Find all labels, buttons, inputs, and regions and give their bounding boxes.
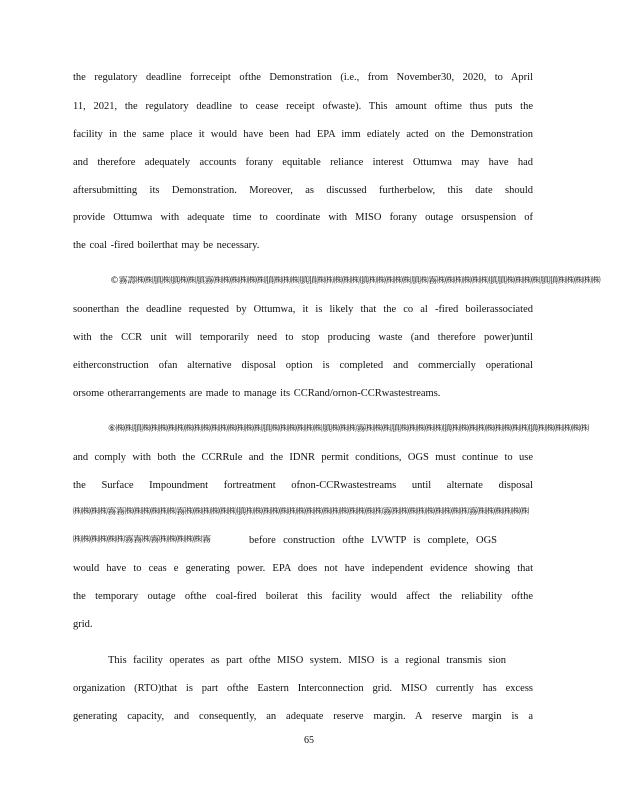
garbled-text-line: ㈱㈱㈱㈱霧霧㈱㈱㈱㈱㈱㈱霧㈱㈱㈱㈱㈱㈱䐜㈱㈱㈱㈱㈱㈱㈱㈱㈱㈱㈱㈱㈱㈱㈱㈱霧㈱㈱㈱㈱㈱㈱㈱㈱㈱霧㈱㈱㈱㈱㈱㈱ bbox=[73, 507, 529, 517]
body-line: orsome otherarrangements are made to manage its CCRand/ornon-CCRwastestreams. bbox=[73, 388, 441, 399]
body-line: and comply with both the CCRRule and the IDNR permit conditions, OGS must continue to use bbox=[73, 452, 533, 463]
body-line: and therefore adequately accounts forany equitable reliance interest Ottumwa may have had bbox=[73, 157, 533, 168]
body-line: the temporary outage ofthe coal-fired boilerat this facility would affect the reliability ofthe bbox=[73, 591, 533, 602]
body-line: the coal -fired boilerthat may be necessary. bbox=[73, 240, 260, 251]
body-line: the regulatory deadline forreceipt ofthe Demonstration (i.e., from November30, 2020, to April bbox=[73, 72, 533, 83]
body-line: eitherconstruction ofan alternative disposal option is completed and commercially operational bbox=[73, 360, 533, 371]
page-number: 65 bbox=[304, 735, 314, 746]
body-line: with the CCR unit will temporarily need to stop producing waste (and therefore power)until bbox=[73, 332, 533, 343]
body-line: facility in the same place it would have been had EPA imm ediately acted on the Demonstration bbox=[73, 129, 533, 140]
body-line: before construction ofthe LVWTP is complete, OGS bbox=[249, 535, 497, 546]
body-line: soonerthan the deadline requested by Ottumwa, it is likely that the co al -fired boilerassociated bbox=[73, 304, 533, 315]
body-line: the Surface Impoundment fortreatment ofnon-CCRwastestreams until alternate disposal bbox=[73, 480, 533, 491]
garbled-text-line: ©霧壽㈱㈱䐜㈱䐜㈱㈱䐜霧㈱㈱㈱㈱㈱㈱䐜㈱㈱㈱䐜䐜㈱㈱㈱㈱㈱䐜㈱㈱㈱㈱㈱䐜㈱霧㈱㈱㈱㈱㈱㈱䐜䐜㈱㈱㈱㈱䐜䐜㈱㈱㈱㈱㈱ bbox=[110, 276, 601, 286]
body-line: organization (RTO)that is part ofthe Eastern Interconnection grid. MISO currently has excess bbox=[73, 683, 533, 694]
body-line: This facility operates as part ofthe MISO system. MISO is a regional transmis sion bbox=[108, 655, 506, 666]
body-line: would have to ceas e generating power. EPA does not have independent evidence showing that bbox=[73, 563, 533, 574]
garbled-text-line: ⑥㈱㈱䐜㈱㈱㈱㈱㈱㈱㈱㈱㈱㈱㈱㈱㈱㈱䐜㈱㈱㈱㈱㈱㈱䐜㈱㈱㈱霧㈱㈱㈱䐜㈱㈱㈱㈱㈱䐜㈱㈱㈱㈱㈱㈱㈱㈱㈱䐜㈱㈱㈱㈱㈱㈱ bbox=[108, 424, 589, 434]
body-line: provide Ottumwa with adequate time to coordinate with MISO forany outage orsuspension of bbox=[73, 212, 533, 223]
body-line: aftersubmitting its Demonstration. Moreover, as discussed furtherbelow, this date should bbox=[73, 185, 533, 196]
body-line: 11, 2021, the regulatory deadline to cease receipt ofwaste). This amount oftime thus puts the bbox=[73, 101, 533, 112]
body-line: generating capacity, and consequently, an adequate reserve margin. A reserve margin is a bbox=[73, 711, 533, 722]
garbled-text-line: ㈱㈱㈱㈱㈱㈱霧霧㈱霧㈱㈱㈱㈱㈱霧 bbox=[73, 535, 211, 545]
body-line: grid. bbox=[73, 619, 93, 630]
